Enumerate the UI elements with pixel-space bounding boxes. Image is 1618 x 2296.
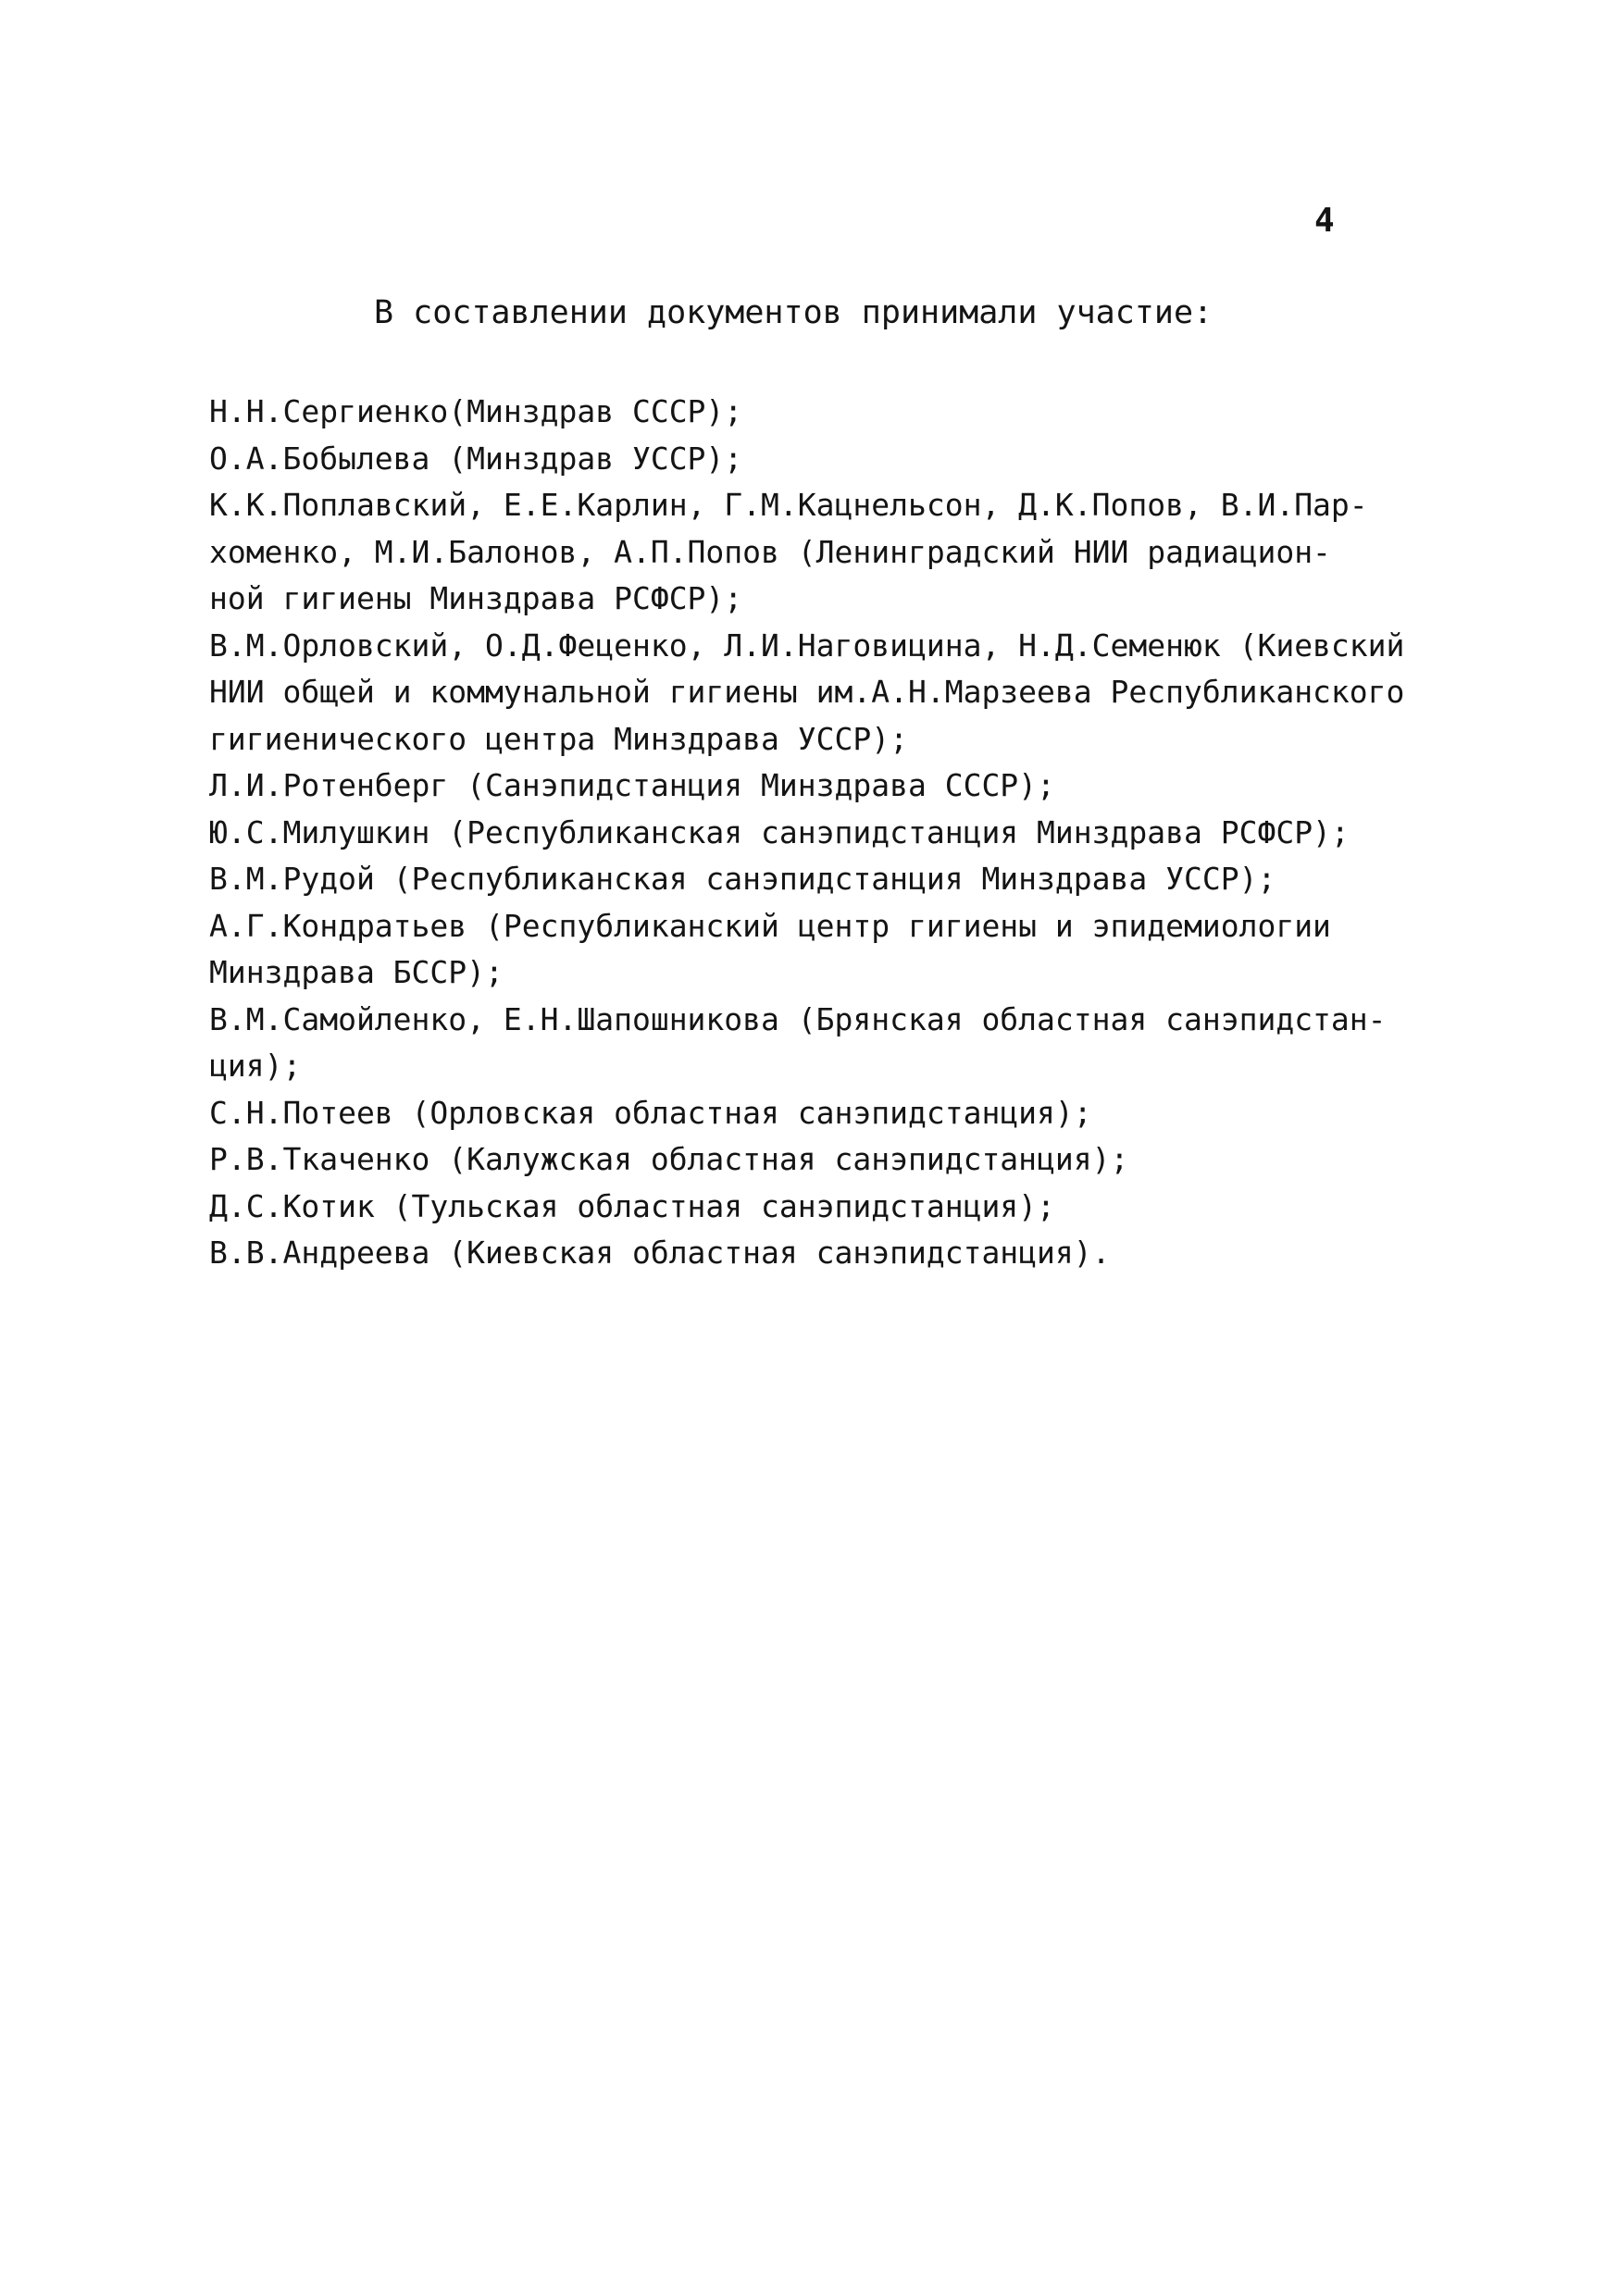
entry-line: В.В.Андреева (Киевская областная санэпидстанция). — [209, 1235, 1111, 1271]
contributor-entry — [209, 1184, 1431, 1231]
entry-line: К.К.Поплавский, Е.Е.Карлин, Г.М.Кацнельсон, Д.К.Попов, В.И.Пар- — [209, 487, 1368, 523]
contributor-entry — [209, 389, 1431, 436]
contributor-entry — [209, 436, 1431, 483]
contributor-entry — [209, 1090, 1431, 1137]
contributor-entry — [209, 810, 1431, 857]
contributor-entry — [209, 623, 1431, 763]
entry-line: Д.С.Котик (Тульская областная санэпидстанция); — [209, 1187, 1055, 1224]
contributor-entry — [209, 1136, 1431, 1184]
entry-line: ция); — [209, 1048, 302, 1084]
entry-line: А.Г.Кондратьев (Республиканский центр гигиены и эпидемиологии — [209, 907, 1331, 944]
entry-line: Ю.С.Милушкин (Республиканская санэпидстанция Минздрава РСФСР); — [209, 813, 1350, 850]
entry-line: В.М.Рудой (Республиканская санэпидстанция Минздрава УССР); — [209, 861, 1276, 897]
entry-line: ной гигиены Минздрава РСФСР); — [209, 580, 743, 616]
contributor-entry — [209, 482, 1431, 623]
contributors-list — [209, 389, 1431, 1277]
page-number: 4 — [1314, 202, 1335, 240]
entry-line: Р.В.Ткаченко (Калужская областная санэпидстанция); — [209, 1141, 1129, 1177]
contributor-entry — [209, 997, 1431, 1090]
contributor-entry — [209, 903, 1431, 997]
page-heading: В составлении документов принимали участие: — [374, 294, 1214, 331]
entry-line: НИИ общей и коммунальной гигиены им.А.Н.Марзеева Республиканского — [209, 674, 1405, 710]
contributor-entry — [209, 763, 1431, 810]
contributor-entry — [209, 856, 1431, 903]
contributor-entry — [209, 1230, 1431, 1277]
entry-line: О.А.Бобылева (Минздрав УССР); — [209, 440, 743, 477]
entry-line: хоменко, М.И.Балонов, А.П.Попов (Ленинградский НИИ радиацион- — [209, 533, 1331, 570]
entry-line: Минздрава БССР); — [209, 954, 504, 990]
entry-line: Н.Н.Сергиенко(Минздрав СССР); — [209, 393, 743, 429]
entry-line: В.М.Орловский, О.Д.Феценко, Л.И.Наговицина, Н.Д.Семенюк (Киевский — [209, 627, 1405, 664]
entry-line: В.М.Самойленко, Е.Н.Шапошникова (Брянская областная санэпидстан- — [209, 1000, 1387, 1037]
entry-line: Л.И.Ротенберг (Санэпидстанция Минздрава СССР); — [209, 767, 1055, 803]
entry-line: С.Н.Потеев (Орловская областная санэпидстанция); — [209, 1094, 1092, 1131]
entry-line: гигиенического центра Минздрава УССР); — [209, 720, 908, 757]
